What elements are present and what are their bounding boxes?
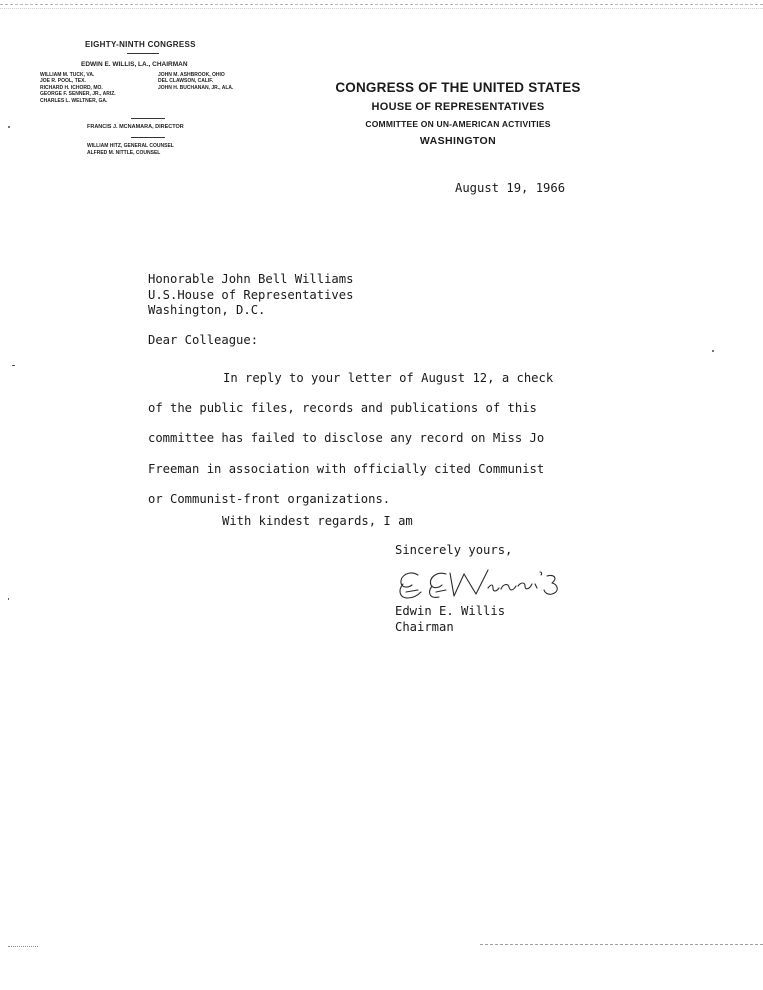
member-name: RICHARD H. ICHORD, MO. (40, 84, 103, 91)
sign-off: Sincerely yours, (395, 543, 513, 557)
letterhead-rule (131, 118, 165, 119)
letterhead-house: HOUSE OF REPRESENTATIVES (371, 101, 545, 113)
member-name: JOHN M. ASHBROOK, OHIO (158, 72, 225, 78)
signer-title: Chairman (395, 619, 454, 634)
address-line: Washington, D.C. (148, 303, 266, 317)
committee-chairman-line: EDWIN E. WILLIS, LA., CHAIRMAN (81, 61, 188, 68)
scan-edge-bottom-left (8, 946, 38, 947)
committee-director: FRANCIS J. MCNAMARA, DIRECTOR (87, 124, 184, 130)
scan-speck (8, 598, 9, 600)
member-name: JOE R. POOL, TEX. (40, 78, 86, 85)
member-name: WILLIAM M. TUCK, VA. (40, 72, 95, 78)
member-name: DEL CLAWSON, CALIF. (158, 78, 214, 85)
body-line: Freeman in association with officially cited Communist (148, 461, 545, 476)
counsel-name: WILLIAM HITZ, GENERAL COUNSEL (87, 143, 174, 149)
address-line: U.S.House of Representatives (148, 287, 354, 302)
signer-block (395, 604, 505, 635)
signer-name: Edwin E. Willis (395, 604, 506, 618)
scan-speck (8, 126, 10, 128)
recipient-address (148, 272, 353, 319)
scan-edge-top (0, 4, 763, 5)
member-name: CHARLES L. WELTNER, GA. (40, 97, 108, 104)
letterhead-rule (127, 53, 159, 54)
scan-speck (12, 365, 15, 366)
body-line: committee has failed to disclose any record on Miss Jo (148, 431, 545, 446)
letterhead-city: WASHINGTON (419, 135, 497, 147)
committee-counsel (87, 143, 174, 157)
body-line: or Communist-front organizations. (148, 491, 391, 506)
body-line: of the public files, records and publications of this (148, 401, 537, 416)
letter-body (148, 363, 553, 514)
members-left-column (40, 72, 116, 104)
closing-line: With kindest regards, I am (222, 514, 413, 528)
salutation: Dear Colleague: (148, 333, 259, 347)
scan-speck (712, 350, 714, 352)
body-line: In reply to your letter of August 12, a check (223, 371, 554, 385)
letterhead-committee: COMMITTEE ON UN-AMERICAN ACTIVITIES (365, 119, 551, 129)
congress-number: EIGHTY-NINTH CONGRESS (85, 40, 196, 49)
handwritten-signature (392, 566, 587, 604)
scan-edge-bottom (480, 944, 763, 945)
counsel-name: ALFRED M. NITTLE, COUNSEL (87, 150, 161, 156)
letterhead-title: CONGRESS OF THE UNITED STATES (335, 80, 581, 95)
members-right-column (158, 72, 233, 91)
address-line: Honorable John Bell Williams (148, 272, 354, 286)
letterhead-rule (131, 137, 165, 138)
letter-date: August 19, 1966 (455, 181, 566, 195)
member-name: JOHN H. BUCHANAN, JR., ALA. (158, 84, 234, 91)
member-name: GEORGE F. SENNER, JR., ARIZ. (40, 91, 116, 98)
scan-edge-top-faint (0, 8, 763, 9)
